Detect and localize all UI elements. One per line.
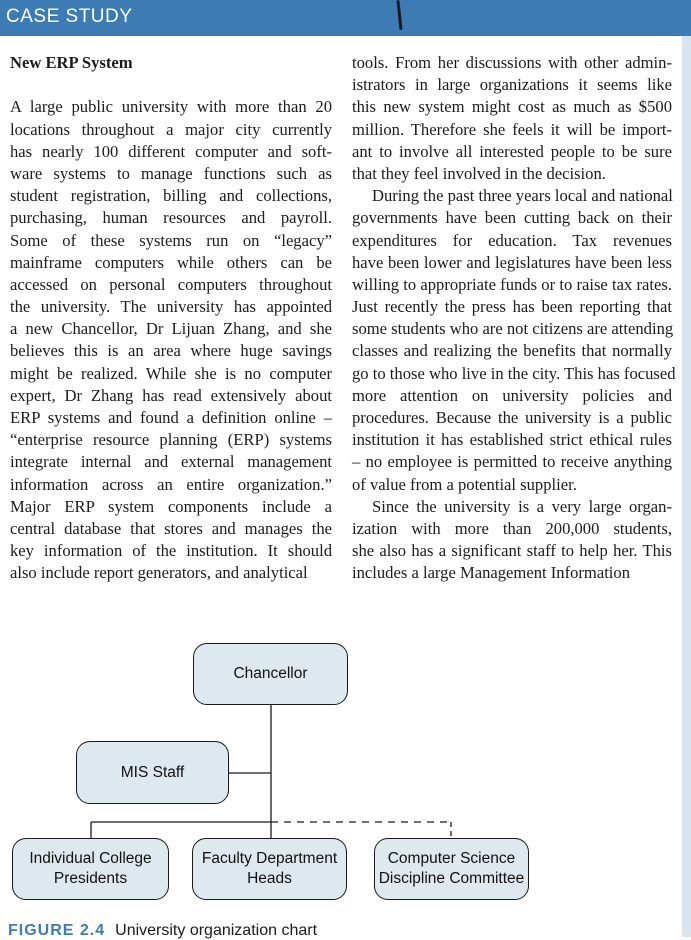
mis-staff-label: MIS Staff	[120, 763, 185, 781]
text-line: also include report generators, and analytical	[10, 563, 308, 583]
text-line: – no employee is permitted to receive anything	[352, 452, 672, 472]
chancellor-box	[193, 643, 348, 705]
text-line: has nearly 100 different computer and soft-	[10, 141, 332, 161]
text-line: go to those who live in the city. This has focused	[352, 363, 676, 383]
faculty-heads-line-2: Heads	[247, 870, 292, 887]
figure-caption-text: University organization chart	[115, 922, 318, 939]
text-line: might be realized. While she is no computer	[10, 363, 332, 383]
text-line: Some of these systems run on “legacy”	[10, 230, 332, 250]
text-line: integrate internal and external management	[10, 452, 332, 472]
mis-staff-box	[76, 741, 229, 804]
faculty-heads-line-1: Faculty Department	[201, 850, 338, 867]
text-line: accessed on personal computers throughout	[10, 274, 332, 294]
text-line: expenditures for education. Tax revenues	[352, 230, 672, 250]
text-line: a new Chancellor, Dr Lijuan Zhang, and she	[10, 319, 332, 339]
text-line: ware systems to manage functions such as	[10, 163, 332, 183]
text-line: of value from a potential supplier.	[352, 474, 577, 494]
text-line: willing to appropriate funds or to raise tax rates.	[352, 274, 672, 294]
text-line: ERP systems and found a definition online –	[10, 408, 332, 427]
figure-label: FIGURE 2.4	[8, 922, 106, 939]
text-line: mainframe computers while others can be	[10, 252, 332, 272]
text-line: Just recently the press has been reporting that	[352, 297, 672, 317]
text-line: more attention on university policies and	[352, 385, 672, 405]
text-line: ant to involve all interested people to be sure	[352, 141, 672, 161]
text-line: believes this is an area where huge savings	[10, 341, 332, 361]
text-line: governments have been cutting back on their	[352, 208, 672, 228]
chancellor-label: Chancellor	[233, 665, 308, 682]
text-line: some students who are not citizens are attending	[352, 319, 674, 339]
faculty-heads-box	[192, 838, 347, 900]
text-line: includes a large Management Information	[352, 563, 631, 583]
text-line: Since the university is a very large organ-	[372, 496, 672, 516]
text-line: central database that stores and manages the	[10, 518, 332, 538]
text-line: During the past three years local and national	[372, 186, 673, 206]
text-line: procedures. Because the university is a public	[352, 408, 672, 427]
text-line: she also has a significant staff to help her. This	[352, 541, 672, 561]
text-line: tools. From her discussions with other admin-	[352, 53, 672, 72]
text-line: million. Therefore she feels it will be import-	[352, 119, 672, 139]
cs-committee-line-2: Discipline Committee	[378, 870, 525, 887]
text-line: the university. The university has appointed	[10, 297, 332, 317]
text-line: student registration, billing and collections,	[10, 186, 332, 206]
article-heading: New ERP System	[10, 53, 133, 72]
cs-committee-line-1: Computer Science	[387, 850, 516, 867]
text-line: Major ERP system components include a	[10, 496, 332, 516]
text-line: have been lower and legislatures have been less	[352, 252, 672, 272]
college-presidents-line-1: Individual College	[29, 850, 152, 867]
college-presidents-line-2: Presidents	[53, 870, 128, 887]
text-line: classes and realizing the benefits that normally	[352, 341, 672, 361]
text-line: A large public university with more than 20	[10, 97, 332, 117]
case-study-title: CASE STUDY	[6, 6, 133, 27]
text-line: information across an entire organization.”	[10, 474, 332, 494]
college-presidents-box	[12, 838, 169, 900]
text-line: that they feel involved in the decision.	[352, 163, 606, 183]
figure-caption	[8, 922, 317, 940]
text-line: expert, Dr Zhang has read extensively about	[10, 385, 332, 405]
text-line: this new system might cost as much as $500	[352, 97, 672, 117]
cs-committee-box	[374, 838, 529, 900]
text-line: ization with more than 200,000 students,	[352, 518, 672, 538]
text-line: key information of the institution. It should	[10, 541, 332, 561]
text-line: purchasing, human resources and payroll.	[10, 208, 332, 228]
text-line: locations throughout a major city currently	[10, 119, 332, 139]
text-line: istrators in large organizations it seems like	[352, 75, 672, 95]
text-line: “enterprise resource planning (ERP) systems	[10, 430, 332, 450]
text-line: institution it has established strict ethical rules	[352, 430, 672, 450]
